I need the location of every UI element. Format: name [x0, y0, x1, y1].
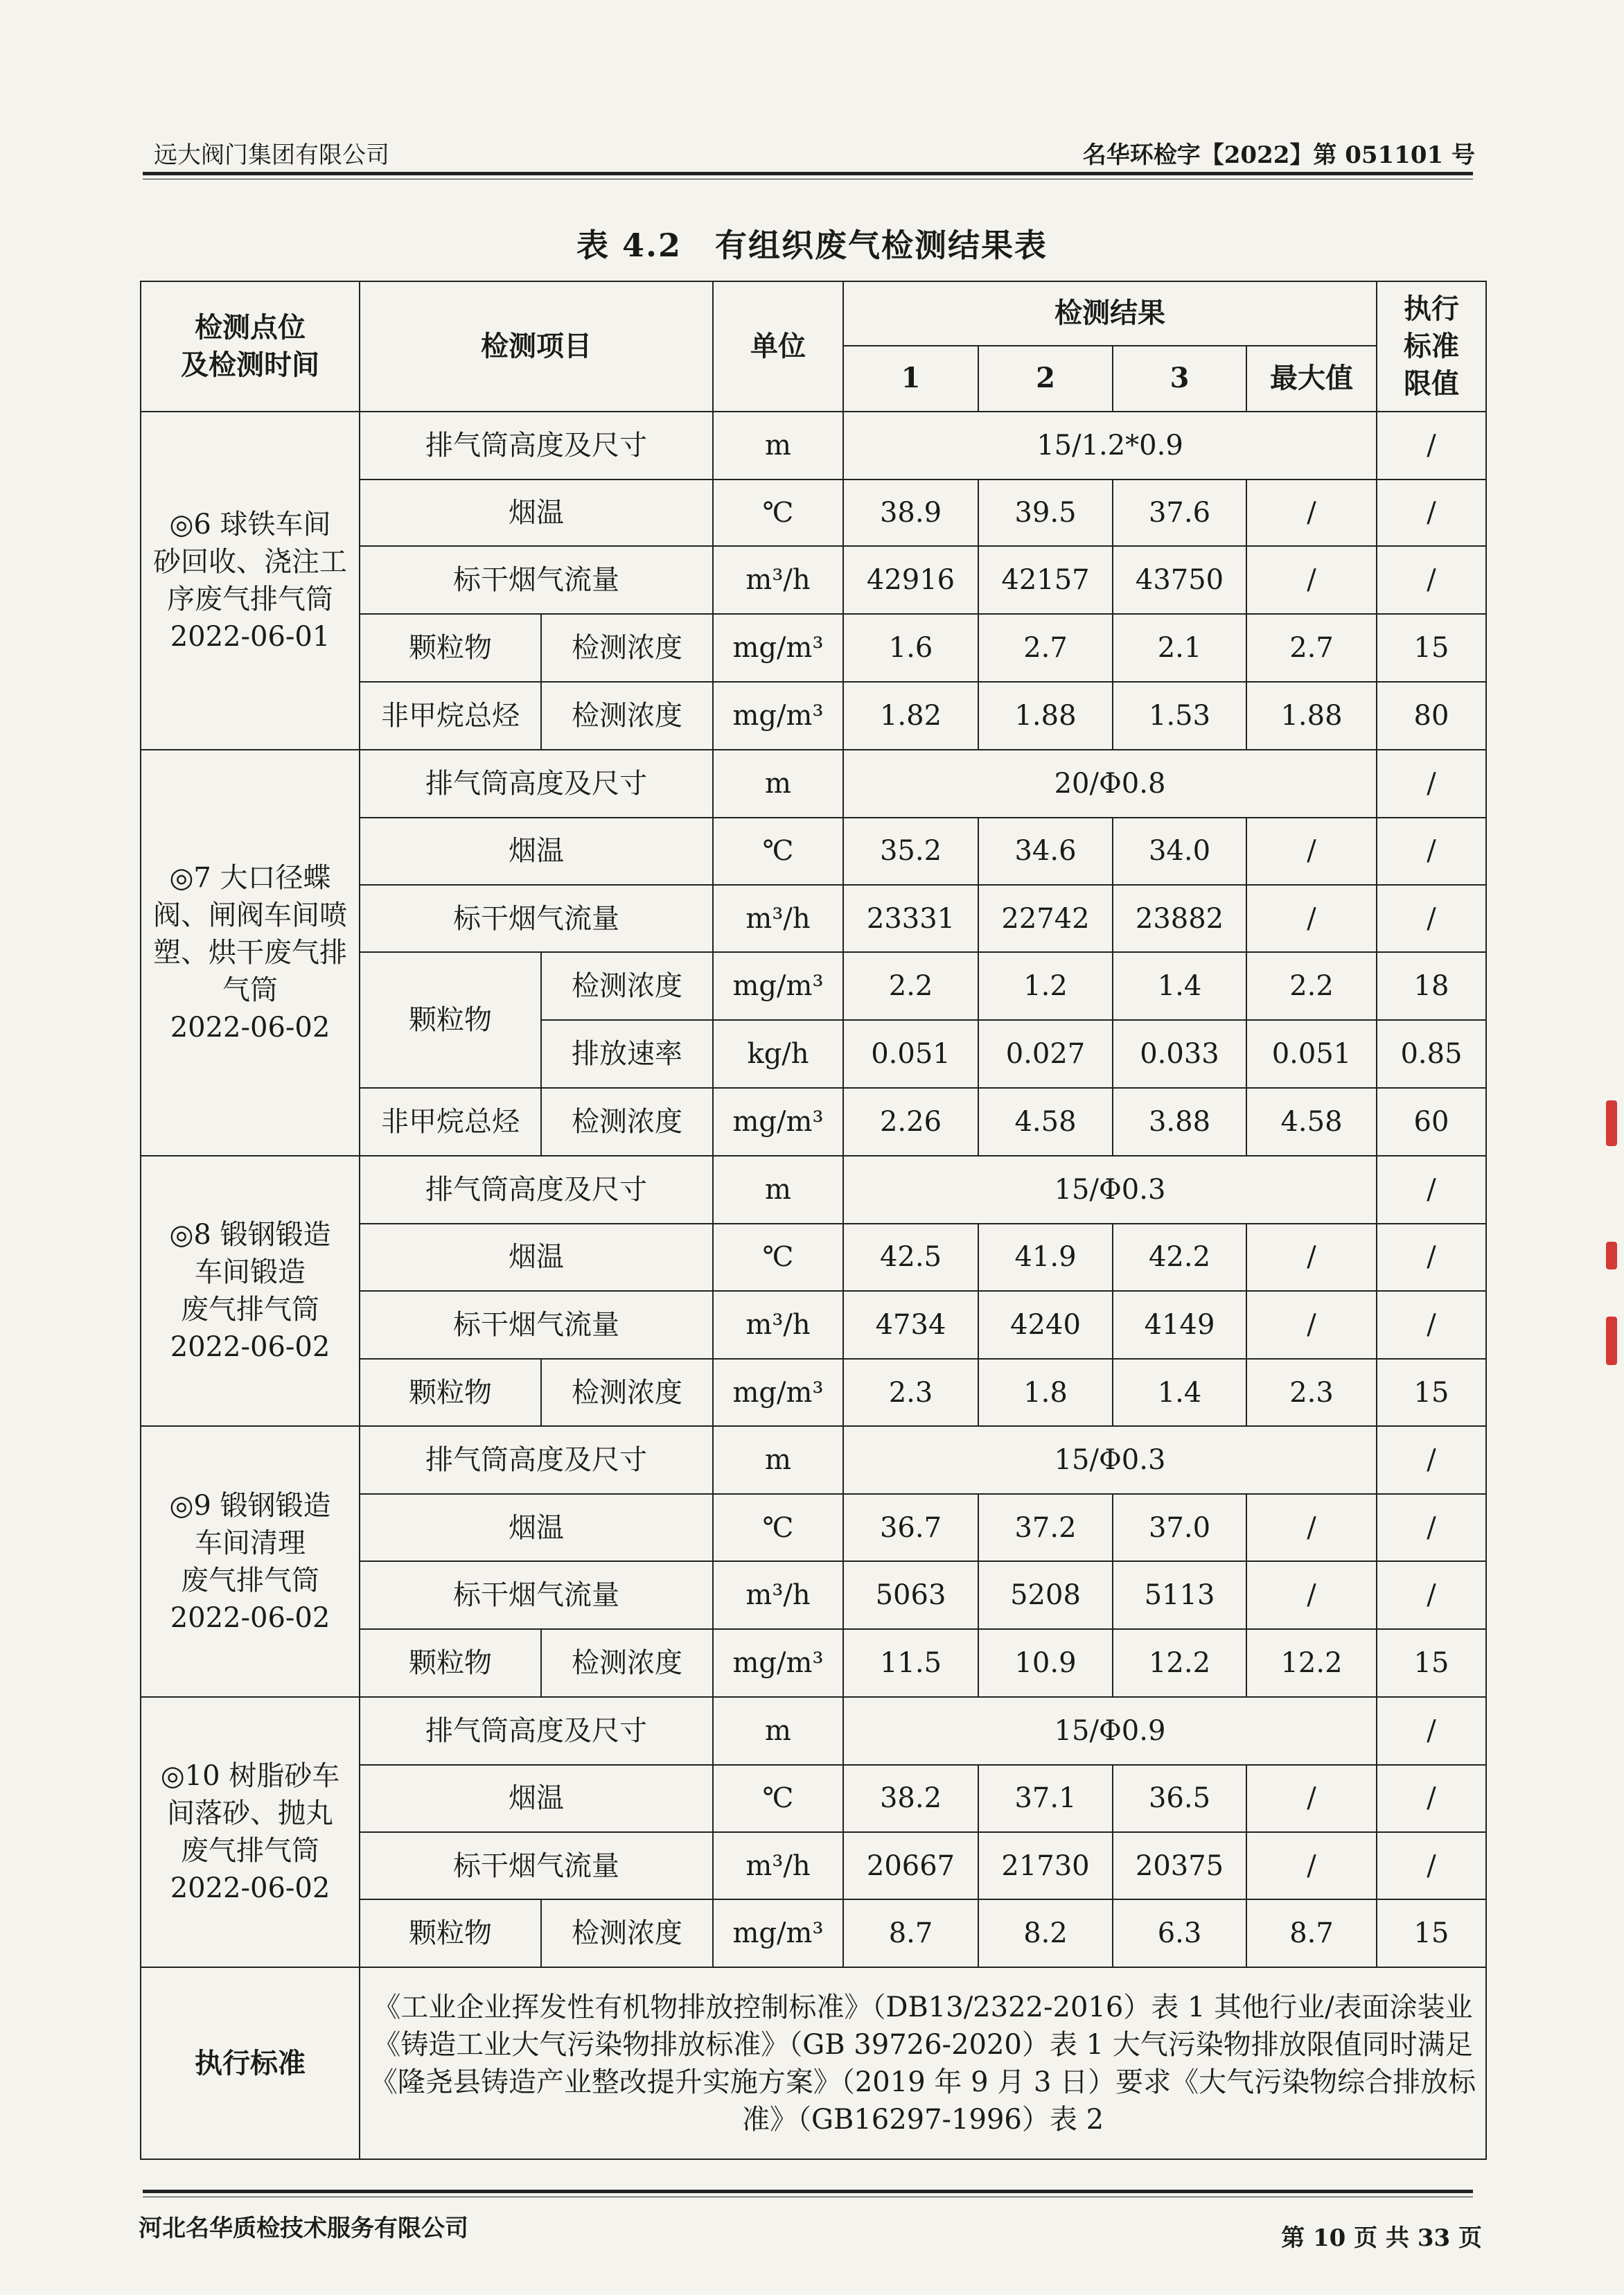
pollutant-label: 非甲烷总烃 — [360, 1088, 541, 1156]
item-label: 排气筒高度及尺寸 — [360, 1426, 713, 1494]
item-label: 标干烟气流量 — [360, 1832, 713, 1900]
max-cell: / — [1246, 546, 1377, 614]
max-cell: / — [1246, 885, 1377, 953]
item-label: 烟温 — [360, 1765, 713, 1832]
sub-item-label: 检测浓度 — [541, 1899, 713, 1967]
unit-cell: m — [713, 412, 843, 480]
unit-cell: m — [713, 1697, 843, 1765]
pollutant-label: 颗粒物 — [360, 952, 541, 1088]
item-label: 标干烟气流量 — [360, 885, 713, 953]
pollutant-label: 颗粒物 — [360, 1899, 541, 1967]
footer-company: 河北名华质检技术服务有限公司 — [139, 2215, 468, 2242]
max-cell: / — [1246, 818, 1377, 885]
value-cell: 5113 — [1113, 1561, 1246, 1629]
sub-item-label: 检测浓度 — [541, 614, 713, 682]
location-cell: ◎10 树脂砂车 间落砂、抛丸 废气排气筒 2022-06-02 — [141, 1697, 360, 1967]
footer-rule — [143, 2190, 1473, 2193]
limit-cell: / — [1377, 1697, 1486, 1765]
emission-results-table — [140, 281, 1487, 2160]
value-cell: 6.3 — [1113, 1899, 1246, 1967]
value-cell: 2.3 — [843, 1359, 978, 1427]
item-label: 排气筒高度及尺寸 — [360, 412, 713, 480]
item-label: 排气筒高度及尺寸 — [360, 1156, 713, 1224]
limit-cell: / — [1377, 818, 1486, 885]
value-cell: 20667 — [843, 1832, 978, 1900]
value-cell: 10.9 — [978, 1629, 1113, 1697]
item-label: 烟温 — [360, 818, 713, 885]
item-label: 烟温 — [360, 480, 713, 547]
value-cell: 42916 — [843, 546, 978, 614]
value-cell: 23331 — [843, 885, 978, 953]
limit-cell: / — [1377, 546, 1486, 614]
page-number: 第 10 页 共 33 页 — [1281, 2224, 1482, 2252]
limit-cell: / — [1377, 1156, 1486, 1224]
value-cell: 15/Φ0.9 — [843, 1697, 1377, 1765]
header-results: 检测结果 — [843, 281, 1377, 346]
header-col-3: 3 — [1113, 346, 1246, 412]
table-row — [141, 1426, 1486, 1494]
limit-cell: 0.85 — [1377, 1020, 1486, 1088]
unit-cell: mg/m³ — [713, 682, 843, 750]
value-cell: 3.88 — [1113, 1088, 1246, 1156]
standard-label: 执行标准 — [141, 1967, 360, 2159]
value-cell: 38.2 — [843, 1765, 978, 1832]
value-cell: 15/Φ0.3 — [843, 1156, 1377, 1224]
limit-cell: / — [1377, 412, 1486, 480]
value-cell: 34.0 — [1113, 818, 1246, 885]
stamp-fragment — [1606, 1317, 1617, 1365]
max-cell: 12.2 — [1246, 1629, 1377, 1697]
value-cell: 42.5 — [843, 1224, 978, 1291]
max-cell: 2.2 — [1246, 952, 1377, 1020]
sub-item-label: 检测浓度 — [541, 1088, 713, 1156]
item-label: 标干烟气流量 — [360, 1291, 713, 1359]
limit-cell: / — [1377, 1494, 1486, 1561]
value-cell: 1.53 — [1113, 682, 1246, 750]
value-cell: 0.027 — [978, 1020, 1113, 1088]
sub-item-label: 检测浓度 — [541, 682, 713, 750]
max-cell: / — [1246, 1832, 1377, 1900]
value-cell: 38.9 — [843, 480, 978, 547]
max-cell: / — [1246, 1291, 1377, 1359]
max-cell: 2.3 — [1246, 1359, 1377, 1427]
header-col-1: 1 — [843, 346, 978, 412]
value-cell: 1.4 — [1113, 952, 1246, 1020]
max-cell: 2.7 — [1246, 614, 1377, 682]
value-cell: 20/Φ0.8 — [843, 750, 1377, 818]
unit-cell: mg/m³ — [713, 952, 843, 1020]
value-cell: 1.4 — [1113, 1359, 1246, 1427]
unit-cell: m³/h — [713, 1291, 843, 1359]
value-cell: 37.2 — [978, 1494, 1113, 1561]
item-label: 标干烟气流量 — [360, 546, 713, 614]
limit-cell: / — [1377, 750, 1486, 818]
header-unit: 单位 — [713, 281, 843, 412]
max-cell: 1.88 — [1246, 682, 1377, 750]
location-cell: ◎7 大口径蝶 阀、闸阀车间喷 塑、烘干废气排 气筒 2022-06-02 — [141, 750, 360, 1156]
value-cell: 0.051 — [843, 1020, 978, 1088]
unit-cell: m³/h — [713, 1561, 843, 1629]
max-cell: / — [1246, 1561, 1377, 1629]
value-cell: 42.2 — [1113, 1224, 1246, 1291]
unit-cell: mg/m³ — [713, 1629, 843, 1697]
value-cell: 35.2 — [843, 818, 978, 885]
stamp-fragment — [1606, 1242, 1617, 1269]
unit-cell: m — [713, 750, 843, 818]
pollutant-label: 颗粒物 — [360, 614, 541, 682]
value-cell: 41.9 — [978, 1224, 1113, 1291]
unit-cell: ℃ — [713, 1224, 843, 1291]
unit-cell: mg/m³ — [713, 1359, 843, 1427]
unit-cell: m³/h — [713, 1832, 843, 1900]
location-cell: ◎6 球铁车间 砂回收、浇注工 序废气排气筒 2022-06-01 — [141, 412, 360, 750]
sub-item-label: 检测浓度 — [541, 1629, 713, 1697]
unit-cell: m — [713, 1156, 843, 1224]
sub-item-label: 检测浓度 — [541, 952, 713, 1020]
limit-cell: 60 — [1377, 1088, 1486, 1156]
limit-cell: 15 — [1377, 1899, 1486, 1967]
value-cell: 4734 — [843, 1291, 978, 1359]
limit-cell: / — [1377, 1832, 1486, 1900]
max-cell: 4.58 — [1246, 1088, 1377, 1156]
value-cell: 43750 — [1113, 546, 1246, 614]
limit-cell: / — [1377, 1765, 1486, 1832]
value-cell: 5063 — [843, 1561, 978, 1629]
table-row — [141, 750, 1486, 818]
limit-cell: / — [1377, 1426, 1486, 1494]
value-cell: 4240 — [978, 1291, 1113, 1359]
value-cell: 12.2 — [1113, 1629, 1246, 1697]
limit-cell: 15 — [1377, 1629, 1486, 1697]
limit-cell: 80 — [1377, 682, 1486, 750]
unit-cell: ℃ — [713, 480, 843, 547]
value-cell: 11.5 — [843, 1629, 978, 1697]
value-cell: 2.2 — [843, 952, 978, 1020]
value-cell: 36.5 — [1113, 1765, 1246, 1832]
header-report-number: 名华环检字【2022】第 051101 号 — [1082, 141, 1475, 169]
value-cell: 4.58 — [978, 1088, 1113, 1156]
max-cell: / — [1246, 1765, 1377, 1832]
value-cell: 0.033 — [1113, 1020, 1246, 1088]
limit-cell: / — [1377, 480, 1486, 547]
limit-cell: / — [1377, 885, 1486, 953]
value-cell: 37.1 — [978, 1765, 1113, 1832]
location-cell: ◎8 锻钢锻造 车间锻造 废气排气筒 2022-06-02 — [141, 1156, 360, 1426]
sub-item-label: 排放速率 — [541, 1020, 713, 1088]
value-cell: 42157 — [978, 546, 1113, 614]
value-cell: 1.6 — [843, 614, 978, 682]
pollutant-label: 非甲烷总烃 — [360, 682, 541, 750]
unit-cell: kg/h — [713, 1020, 843, 1088]
max-cell: / — [1246, 1224, 1377, 1291]
max-cell: / — [1246, 1494, 1377, 1561]
standard-text: 《工业企业挥发性有机物排放控制标准》（DB13/2322-2016）表 1 其他行业/表面涂装业《铸造工业大气污染物排放标准》（GB 39726-2020）表 1 大气污染物排放限值同时满足《隆尧县铸造产业整改提升实施方案》（2019 年 9 月 3 日）要求《大气污染物综合排放标准》（GB16297-1996）表 2 — [360, 1967, 1486, 2159]
table-title: 表 4.2 有组织废气检测结果表 — [576, 227, 1048, 264]
value-cell: 15/Φ0.3 — [843, 1426, 1377, 1494]
value-cell: 22742 — [978, 885, 1113, 953]
header-rule — [143, 172, 1473, 175]
value-cell: 8.2 — [978, 1899, 1113, 1967]
limit-cell: 15 — [1377, 1359, 1486, 1427]
value-cell: 2.7 — [978, 614, 1113, 682]
value-cell: 5208 — [978, 1561, 1113, 1629]
header-company: 远大阀门集团有限公司 — [154, 141, 389, 169]
sub-item-label: 检测浓度 — [541, 1359, 713, 1427]
limit-cell: 18 — [1377, 952, 1486, 1020]
unit-cell: m³/h — [713, 885, 843, 953]
value-cell: 21730 — [978, 1832, 1113, 1900]
unit-cell: m — [713, 1426, 843, 1494]
value-cell: 15/1.2*0.9 — [843, 412, 1377, 480]
header-limit: 执行 标准 限值 — [1377, 281, 1486, 412]
pollutant-label: 颗粒物 — [360, 1359, 541, 1427]
unit-cell: mg/m³ — [713, 614, 843, 682]
unit-cell: mg/m³ — [713, 1899, 843, 1967]
value-cell: 37.6 — [1113, 480, 1246, 547]
header-col-2: 2 — [978, 346, 1113, 412]
value-cell: 23882 — [1113, 885, 1246, 953]
item-label: 标干烟气流量 — [360, 1561, 713, 1629]
unit-cell: ℃ — [713, 1765, 843, 1832]
limit-cell: / — [1377, 1224, 1486, 1291]
item-label: 烟温 — [360, 1494, 713, 1561]
value-cell: 20375 — [1113, 1832, 1246, 1900]
value-cell: 37.0 — [1113, 1494, 1246, 1561]
limit-cell: 15 — [1377, 614, 1486, 682]
location-cell: ◎9 锻钢锻造 车间清理 废气排气筒 2022-06-02 — [141, 1426, 360, 1696]
table-row — [141, 1697, 1486, 1765]
header-item: 检测项目 — [360, 281, 713, 412]
value-cell: 1.88 — [978, 682, 1113, 750]
stamp-fragment — [1606, 1100, 1617, 1146]
value-cell: 4149 — [1113, 1291, 1246, 1359]
value-cell: 36.7 — [843, 1494, 978, 1561]
value-cell: 39.5 — [978, 480, 1113, 547]
pollutant-label: 颗粒物 — [360, 1629, 541, 1697]
table-row — [141, 1967, 1486, 2159]
value-cell: 1.82 — [843, 682, 978, 750]
max-cell: 0.051 — [1246, 1020, 1377, 1088]
table-row — [141, 412, 1486, 480]
value-cell: 8.7 — [843, 1899, 978, 1967]
limit-cell: / — [1377, 1291, 1486, 1359]
value-cell: 34.6 — [978, 818, 1113, 885]
item-label: 烟温 — [360, 1224, 713, 1291]
item-label: 排气筒高度及尺寸 — [360, 1697, 713, 1765]
limit-cell: / — [1377, 1561, 1486, 1629]
table-row — [141, 1156, 1486, 1224]
unit-cell: mg/m³ — [713, 1088, 843, 1156]
max-cell: 8.7 — [1246, 1899, 1377, 1967]
value-cell: 1.2 — [978, 952, 1113, 1020]
value-cell: 2.26 — [843, 1088, 978, 1156]
value-cell: 1.8 — [978, 1359, 1113, 1427]
unit-cell: ℃ — [713, 1494, 843, 1561]
value-cell: 2.1 — [1113, 614, 1246, 682]
unit-cell: ℃ — [713, 818, 843, 885]
header-location: 检测点位 及检测时间 — [141, 281, 360, 412]
item-label: 排气筒高度及尺寸 — [360, 750, 713, 818]
unit-cell: m³/h — [713, 546, 843, 614]
max-cell: / — [1246, 480, 1377, 547]
header-max: 最大值 — [1246, 346, 1377, 412]
